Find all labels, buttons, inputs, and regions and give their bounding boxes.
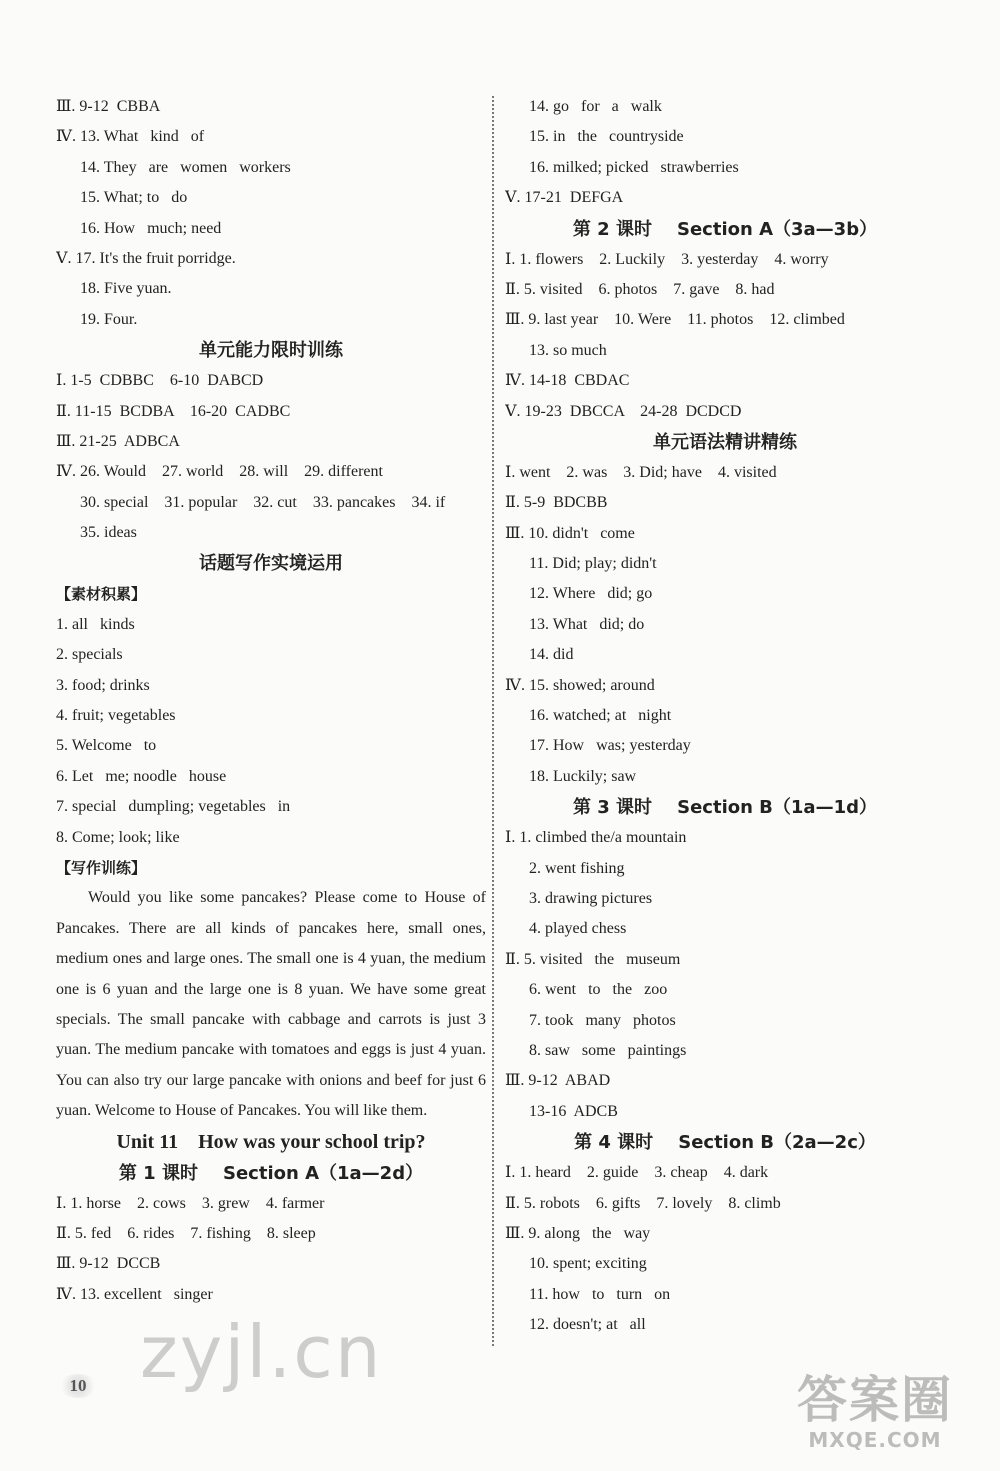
answer-line: Ⅰ. 1. flowers 2. Luckily 3. yesterday 4. worry bbox=[505, 250, 829, 268]
answer-line: Ⅰ. 1. heard 2. guide 3. cheap 4. dark bbox=[505, 1164, 769, 1182]
answer-line: 7. special dumpling; vegetables in bbox=[56, 798, 291, 816]
answer-line: 14. did bbox=[529, 646, 574, 664]
answer-line: 12. Where did; go bbox=[529, 585, 653, 603]
answer-line: Ⅳ. 13. excellent singer bbox=[56, 1285, 213, 1303]
column-divider bbox=[492, 96, 494, 1346]
watermark-zyjl: zyjl.cn bbox=[140, 1310, 383, 1394]
answer-line: 10. spent; exciting bbox=[529, 1255, 647, 1273]
section-heading: 第 3 课时 Section B（1a—1d） bbox=[573, 797, 877, 819]
answer-line: 1. all kinds bbox=[56, 615, 135, 633]
answer-line: 11. Did; play; didn't bbox=[529, 555, 657, 573]
answer-line: 15. in the countryside bbox=[529, 128, 684, 146]
answer-line: Ⅲ. 9-12 CBBA bbox=[56, 98, 161, 115]
answer-line: Ⅳ. 15. showed; around bbox=[505, 676, 655, 694]
answer-line: 16. watched; at night bbox=[529, 707, 672, 725]
answer-line: 12. doesn't; at all bbox=[529, 1316, 646, 1334]
section-heading: 话题写作实境运用 bbox=[199, 553, 343, 575]
answer-line: Ⅱ. 5. visited the museum bbox=[505, 950, 681, 968]
answer-line: 3. drawing pictures bbox=[529, 889, 653, 907]
answer-line: Ⅲ. 9. last year 10. Were 11. photos 12. climbed bbox=[505, 311, 845, 329]
section-heading: 第 2 课时 Section A（3a—3b） bbox=[572, 218, 878, 240]
watermark-mxqe-en: MXQE.COM bbox=[808, 1428, 942, 1452]
answer-line: 2. went fishing bbox=[529, 859, 625, 877]
answer-line: 6. went to the zoo bbox=[529, 981, 668, 999]
page-number: 10 bbox=[58, 1374, 98, 1398]
answer-line: 18. Luckily; saw bbox=[529, 767, 637, 785]
answer-line: 18. Five yuan. bbox=[80, 280, 172, 298]
answer-line: Ⅰ. 1. horse 2. cows 3. grew 4. farmer bbox=[56, 1194, 325, 1212]
writing-paragraph: Would you like some pancakes? Please come to House of Pancakes. There are all kinds of pancakes here, small ones, medium ones and large ones. The small one is 4 yuan, the medium one is 6 yuan and the large one is 8 yuan. We have some great specials. The small pancake with cabbage and carrots is just 3 yuan. The medium pancake with tomatoes and eggs is just 4 yuan. You can also try our large pancake with onions and beef for just 6 yuan. Welcome to House of Pancakes. You will like them. bbox=[56, 889, 486, 1120]
answer-line: Ⅴ. 17. It's the fruit porridge. bbox=[56, 249, 236, 267]
section-heading: 第 4 课时 Section B（2a—2c） bbox=[574, 1132, 876, 1154]
answer-line: Ⅱ. 5. visited 6. photos 7. gave 8. had bbox=[505, 280, 775, 298]
answer-line: Ⅰ. 1. climbed the/a mountain bbox=[505, 829, 687, 847]
answer-line: 17. How was; yesterday bbox=[529, 737, 691, 755]
answer-line: 15. What; to do bbox=[80, 189, 188, 207]
answer-line: 14. They are women workers bbox=[80, 158, 291, 176]
answer-line: Ⅲ. 9-12 ABAD bbox=[505, 1072, 611, 1090]
answer-line: 14. go for a walk bbox=[529, 98, 662, 115]
answer-line: 2. specials bbox=[56, 646, 123, 664]
answer-line: 13. What did; do bbox=[529, 615, 645, 633]
section-heading: 单元能力限时训练 bbox=[199, 340, 343, 362]
section-heading: 第 1 课时 Section A（1a—2d） bbox=[118, 1162, 424, 1184]
answer-line: 30. special 31. popular 32. cut 33. pancakes 34. if bbox=[80, 493, 446, 511]
answer-line: Ⅱ. 5-9 BDCBB bbox=[505, 494, 608, 512]
unit-heading: Unit 11 How was your school trip? bbox=[116, 1130, 426, 1153]
answer-line: 11. how to turn on bbox=[529, 1285, 671, 1303]
answer-line: 19. Four. bbox=[80, 310, 138, 328]
section-tag: 【写作训练】 bbox=[56, 858, 147, 877]
answer-line: Ⅱ. 5. robots 6. gifts 7. lovely 8. climb bbox=[505, 1194, 781, 1212]
answer-line: 5. Welcome to bbox=[56, 737, 157, 755]
answer-line: 13-16 ADCB bbox=[529, 1102, 618, 1120]
answer-line: 35. ideas bbox=[80, 524, 137, 542]
left-column bbox=[56, 92, 486, 1310]
answer-line: Ⅲ. 10. didn't come bbox=[505, 524, 635, 542]
answer-line: Ⅰ. went 2. was 3. Did; have 4. visited bbox=[505, 463, 777, 481]
answer-line: 13. so much bbox=[529, 341, 607, 359]
answer-line: Ⅳ. 13. What kind of bbox=[56, 128, 205, 146]
answer-line: Ⅱ. 5. fed 6. rides 7. fishing 8. sleep bbox=[56, 1225, 316, 1243]
right-column bbox=[505, 92, 945, 1340]
section-tag: 【素材积累】 bbox=[56, 585, 147, 604]
answer-line: 3. food; drinks bbox=[56, 676, 150, 694]
answer-line: 8. saw some paintings bbox=[529, 1041, 687, 1059]
answer-line: 7. took many photos bbox=[529, 1011, 676, 1029]
answer-line: Ⅳ. 14-18 CBDAC bbox=[505, 372, 630, 390]
answer-line: Ⅲ. 21-25 ADBCA bbox=[56, 432, 180, 450]
answer-line: 4. played chess bbox=[529, 920, 627, 938]
section-heading: 单元语法精讲精练 bbox=[653, 431, 797, 453]
answer-line: 16. How much; need bbox=[80, 219, 222, 237]
answer-line: Ⅲ. 9-12 DCCB bbox=[56, 1255, 161, 1273]
answer-line: 6. Let me; noodle house bbox=[56, 767, 227, 785]
answer-line: Ⅲ. 9. along the way bbox=[505, 1224, 651, 1242]
answer-line: 4. fruit; vegetables bbox=[56, 707, 176, 725]
answer-line: Ⅱ. 11-15 BCDBA 16-20 CADBC bbox=[56, 402, 291, 420]
answer-line: Ⅴ. 17-21 DEFGA bbox=[505, 189, 624, 207]
answer-line: Ⅳ. 26. Would 27. world 28. will 29. different bbox=[56, 463, 383, 481]
answer-line: 16. milked; picked strawberries bbox=[529, 158, 739, 176]
answer-line: Ⅴ. 19-23 DBCCA 24-28 DCDCD bbox=[505, 402, 742, 420]
answer-line: 8. Come; look; like bbox=[56, 828, 180, 846]
watermark-mxqe bbox=[790, 1372, 960, 1462]
watermark-mxqe-cn: 答案圈 bbox=[797, 1371, 953, 1429]
answer-line: Ⅰ. 1-5 CDBBC 6-10 DABCD bbox=[56, 372, 264, 390]
